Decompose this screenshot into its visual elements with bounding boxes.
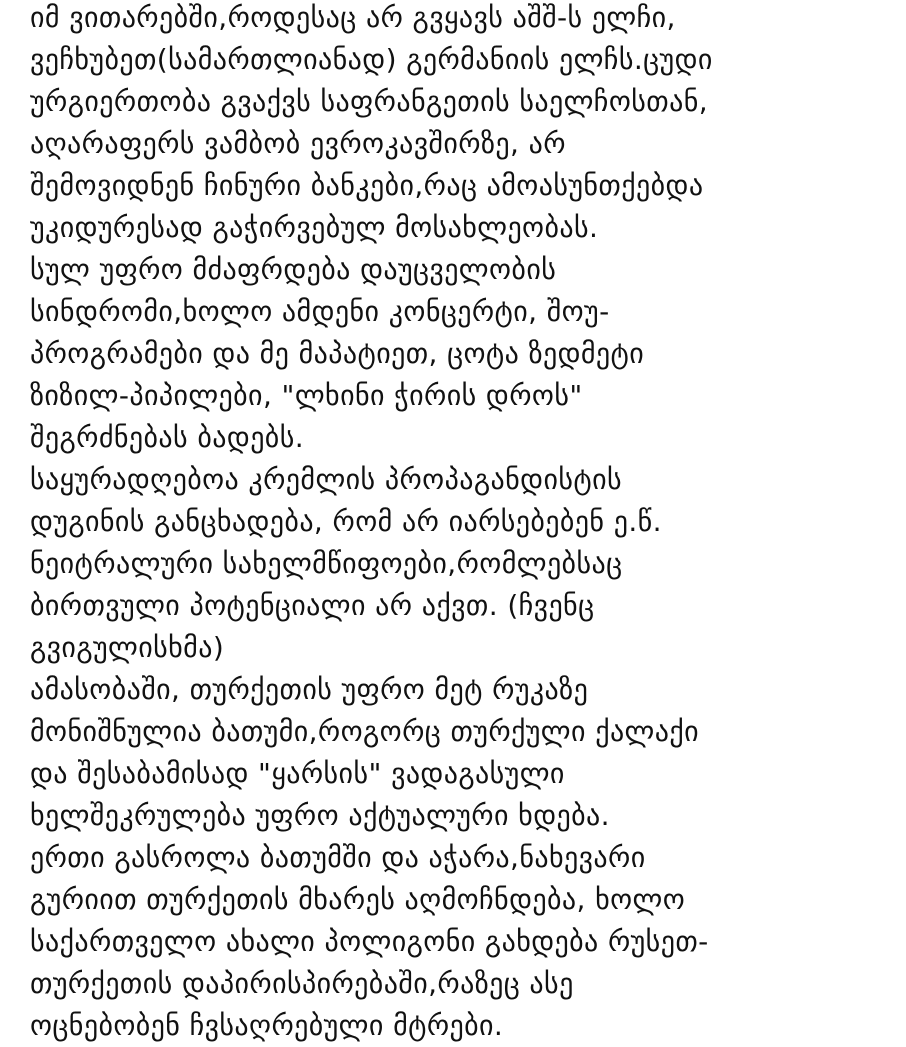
text-line-6: უკიდურესად გაჭირვებულ მოსახლეობას. — [30, 211, 599, 244]
text-line-22: გურიით თურქეთის მხარეს აღმოჩნდება, ხოლო — [30, 883, 686, 916]
text-line-24: თურქეთის დაპირისპირებაში,რაზეც ასე — [30, 967, 574, 1000]
text-line-13: დუგინის განცხადება, რომ არ იარსებებენ ე.წ. — [30, 505, 662, 538]
text-line-14: ნეიტრალური სახელმწიფოები,რომლებსაც — [30, 547, 623, 580]
text-line-2: ვეჩხუბეთ(სამართლიანად) გერმანიის ელჩს.ცუდი — [30, 43, 713, 76]
text-line-16: გვიგულისხმა) — [30, 631, 225, 664]
text-line-17: ამასობაში, თურქეთის უფრო მეტ რუკაზე — [30, 673, 589, 706]
text-line-20: ხელშეკრულება უფრო აქტუალური ხდება. — [30, 799, 610, 832]
text-line-3: ურგიერთობა გვაქვს საფრანგეთის საელჩოსთან, — [30, 85, 709, 118]
text-line-5: შემოვიდნენ ჩინური ბანკები,რაც ამოასუნთქებდა — [30, 169, 704, 202]
text-line-1: იმ ვითარებში,როდესაც არ გვყავს აშშ-ს ელჩი, — [30, 1, 676, 34]
text-line-19: და შესაბამისად "ყარსის" ვადაგასული — [30, 757, 565, 790]
text-line-23: საქართველო ახალი პოლიგონი გახდება რუსეთ- — [30, 925, 709, 958]
text-line-18: მონიშნულია ბათუმი,როგორც თურქული ქალაქი — [30, 715, 700, 748]
text-line-25: ოცნებობენ ჩვსაღრებული მტრები. — [30, 1009, 504, 1042]
document-page — [30, 0, 900, 1042]
text-line-11: შეგრძნებას ბადებს. — [30, 421, 305, 454]
text-line-8: სინდრომი,ხოლო ამდენი კონცერტი, შოუ- — [30, 295, 610, 328]
text-line-4: აღარაფერს ვამბობ ევროკავშირზე, არ — [30, 127, 566, 160]
text-line-15: ბირთვული პოტენციალი არ აქვთ. (ჩვენც — [30, 589, 595, 622]
text-line-9: პროგრამები და მე მაპატიეთ, ცოტა ზედმეტი — [30, 337, 645, 370]
text-line-7: სულ უფრო მძაფრდება დაუცველობის — [30, 253, 557, 286]
text-line-21: ერთი გასროლა ბათუმში და აჭარა,ნახევარი — [30, 841, 646, 874]
text-line-12: საყურადღებოა კრემლის პროპაგანდისტის — [30, 463, 623, 496]
text-line-10: ზიზილ-პიპილები, "ლხინი ჭირის დროს" — [30, 379, 583, 412]
